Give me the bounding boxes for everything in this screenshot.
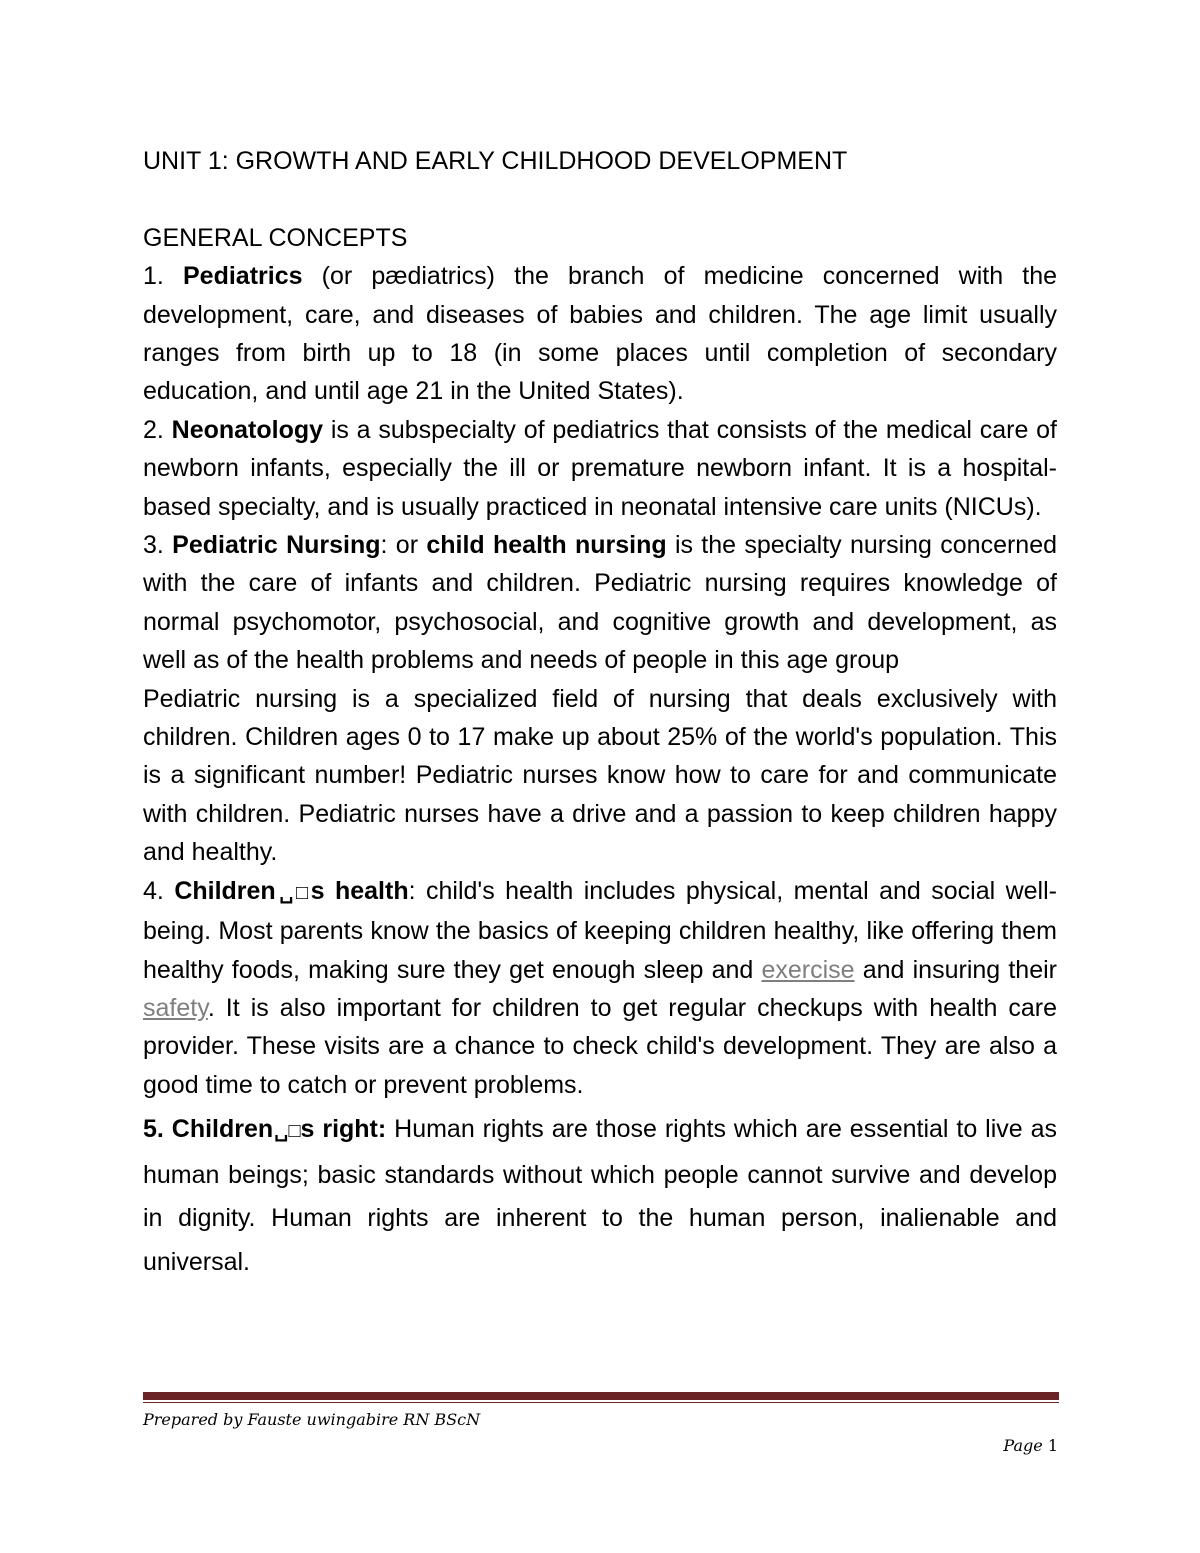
item-text: Human rights are those rights which are essential to live as human beings; basic standards without which people cannot survive and develop in dignity. Human rights are inherent to the human person, inalienable and universal. [143,1115,1058,1276]
item-text: . It is also important for children to get regular checkups with health care provider. These visits are a chance to check child's development. They are also a good time to catch or prevent problems. [143,993,1057,1099]
item-text: : child's health includes physical, mental and social well-being. Most parents know the basics of keeping children healthy, like offering them healthy foods, making sure they get enough sleep and [143,876,1057,984]
footer-rule-thin [143,1402,1059,1403]
footer-page-number [1003,1436,1058,1455]
term-part: s right: [300,1115,387,1144]
item-number: 1. [143,262,183,291]
item-childrens-right [143,1108,1057,1284]
item-number: 4. [143,876,175,905]
section-heading: GENERAL CONCEPTS [143,223,408,252]
item-connector: : or [380,531,427,560]
term-childrens-health [174,877,408,905]
term-neonatology: Neonatology [171,415,324,444]
page-label: Page [1003,1436,1043,1455]
term-part: Children [174,876,276,905]
term-pediatric-nursing: Pediatric Nursing [172,531,381,560]
item-pediatric-nursing [143,526,1057,680]
term-pediatrics: Pediatrics [183,262,303,291]
safety-link[interactable]: safety [143,993,208,1022]
term-child-health-nursing: child health nursing [426,531,667,560]
item-childrens-health [143,872,1057,1104]
pediatric-nursing-paragraph: Pediatric nursing is a specialized field of nursing that deals exclusively with children. Children ages 0 to 17 make up about 25% of the world's population. This is a significant number! Pediatric nurses know how to care for and communicate with children. Pediatric nurses have a drive and a passion to keep children happy and healthy. [143,684,1057,867]
footer-author: Prepared by Fauste uwingabire RN BScN [143,1410,481,1429]
term-childrens-right [143,1115,386,1143]
item-number: 2. [143,415,172,444]
unit-title: UNIT 1: GROWTH AND EARLY CHILDHOOD DEVELOPMENT [143,147,848,175]
missing-glyph-icon: ␣□ [273,1120,301,1143]
item-neonatology [143,411,1057,526]
spacer [143,180,1057,218]
document-body [143,142,1057,1284]
item-text: (or pædiatrics) the branch of medicine concerned with the development, care, and diseases of babies and children. The age limit usually ranges from birth up to 18 (in some places until completion of secondary education, and until age 21 in the United States). [143,262,1058,406]
page-number: 1 [1047,1436,1058,1455]
term-part: s health [310,876,409,905]
missing-glyph-icon: ␣□ [275,881,311,904]
footer-rule [143,1392,1059,1400]
term-part: 5. Children [143,1115,274,1144]
item-text: and insuring their [854,955,1057,984]
item-pediatrics [143,257,1057,411]
item-text: is the specialty nursing concerned with the care of infants and children. Pediatric nursing requires knowledge of normal psychomotor, psychosocial, and cognitive growth and development, as well as of the health problems and needs of people in this age group [143,531,1058,675]
item-number: 3. [143,531,173,560]
exercise-link[interactable]: exercise [761,955,855,984]
item-text: is a subspecialty of pediatrics that consists of the medical care of newborn infants, especially the ill or premature newborn infant. It is a hospital-based specialty, and is usually practiced in neonatal intensive care units (NICUs). [143,415,1058,521]
